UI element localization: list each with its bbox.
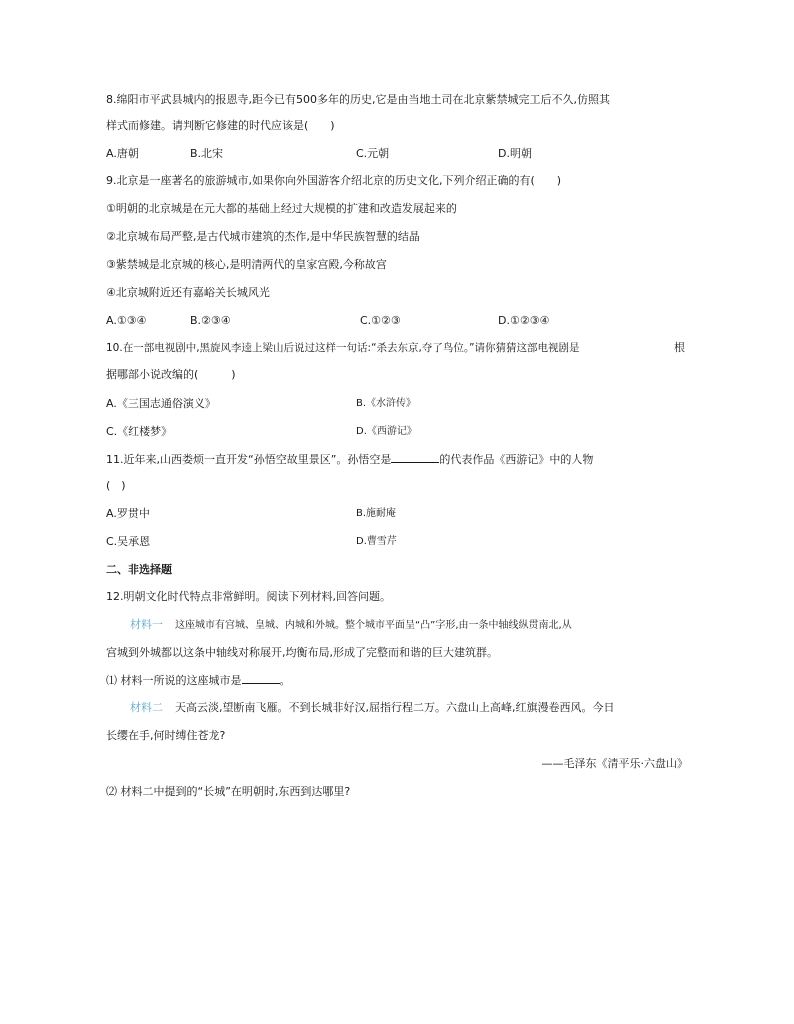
material2-text-line1: 天高云淡,望断南飞雁。不到长城非好汉,屈指行程二万。六盘山上高峰,红旗漫卷西风。今日: [175, 701, 615, 714]
q11-option-d: D.曹雪芹: [356, 536, 397, 547]
q12-material2-line1: [130, 700, 615, 716]
q8-option-a: A.唐朝: [106, 147, 139, 160]
q11-stem-part1: 11.近年来,山西娄烦一直开发“孙悟空故里景区”。孙悟空是: [106, 453, 392, 466]
material1-label: 材料一: [130, 618, 163, 631]
q12-citation: ——毛泽东《清平乐·六盘山》: [541, 757, 688, 770]
q9-statement-3: ③紫禁城是北京城的核心,是明清两代的皇家宫殿,今称故宫: [106, 258, 387, 271]
q11-stem-line2: ( ): [106, 479, 126, 492]
q9-option-d: D.①②③④: [498, 314, 550, 327]
q8-option-b: B.北宋: [190, 147, 224, 160]
q12-sub1-text: ⑴ 材料一所说的这座城市是: [106, 674, 242, 687]
q8-option-d: D.明朝: [498, 147, 532, 160]
q9-option-a: A.①③④: [106, 314, 147, 327]
q9-stem: 9.北京是一座著名的旅游城市,如果你向外国游客介绍北京的历史文化,下列介绍正确的有( ): [106, 174, 562, 187]
q10-stem-line1: 10.在一部电视剧中,黑旋风李逵上梁山后说过这样一句话:“杀去东京,夺了鸟位。”请你猜猜这部电视剧是: [106, 342, 580, 354]
q8-stem-line1: 8.绵阳市平武县城内的报恩寺,距今已有500多年的历史,它是由当地土司在北京紫禁城完工后不久,仿照其: [106, 93, 610, 106]
q10-option-d: D.《西游记》: [356, 426, 417, 437]
q12-material1-line1: [130, 617, 572, 634]
q10-option-c: C.《红楼梦》: [106, 425, 173, 438]
q11-option-c: C.吴承恩: [106, 535, 151, 548]
q10-option-b: B.《水浒传》: [356, 398, 417, 409]
q11-stem-line1: [106, 451, 593, 468]
q9-option-c: C.①②③: [360, 314, 401, 327]
q11-option-b: B.施耐庵: [356, 508, 397, 519]
q8-option-c: C.元朝: [356, 147, 390, 160]
q11-answer-blank[interactable]: [391, 451, 439, 463]
q11-stem-part2: 的代表作品《西游记》中的人物: [439, 453, 594, 466]
q9-statement-1: ①明朝的北京城是在元大都的基础上经过大规模的扩建和改造发展起来的: [106, 202, 457, 215]
material1-text-line1: 这座城市有宫城、皇城、内城和外城。整个城市平面呈“凸”字形,由一条中轴线纵贯南北,从: [175, 620, 572, 631]
q8-stem-line2: 样式而修建。请判断它修建的时代应该是( ): [106, 119, 335, 132]
q9-statement-4: ④北京城附近还有嘉峪关长城风光: [106, 286, 270, 299]
q9-statement-2: ②北京城布局严整,是古代城市建筑的杰作,是中华民族智慧的结晶: [106, 230, 420, 243]
q12-sub1-answer-blank[interactable]: [242, 672, 280, 684]
q12-material1-line2: 宫城到外城都以这条中轴线对称展开,均衡布局,形成了完整而和谐的巨大建筑群。: [106, 646, 498, 659]
q12-sub2: ⑵ 材料二中提到的“长城”在明朝时,东西到达哪里?: [106, 785, 351, 798]
q9-option-b: B.②③④: [190, 314, 231, 327]
q12-stem: 12.明朝文化时代特点非常鲜明。阅读下列材料,回答问题。: [106, 590, 391, 603]
q12-sub1-end: 。: [279, 674, 291, 687]
q12-sub1: [106, 672, 291, 689]
material2-label: 材料二: [130, 701, 163, 714]
q10-stem-line2: 据哪部小说改编的( ): [106, 368, 236, 381]
section-heading: 二、非选择题: [106, 563, 172, 576]
q10-stem-line1-tail: 根: [674, 341, 685, 354]
q11-option-a: A.罗贯中: [106, 507, 150, 520]
q12-material2-line2: 长缨在手,何时缚住苍龙?: [106, 729, 226, 742]
q10-option-a: A.《三国志通俗演义》: [106, 397, 216, 410]
